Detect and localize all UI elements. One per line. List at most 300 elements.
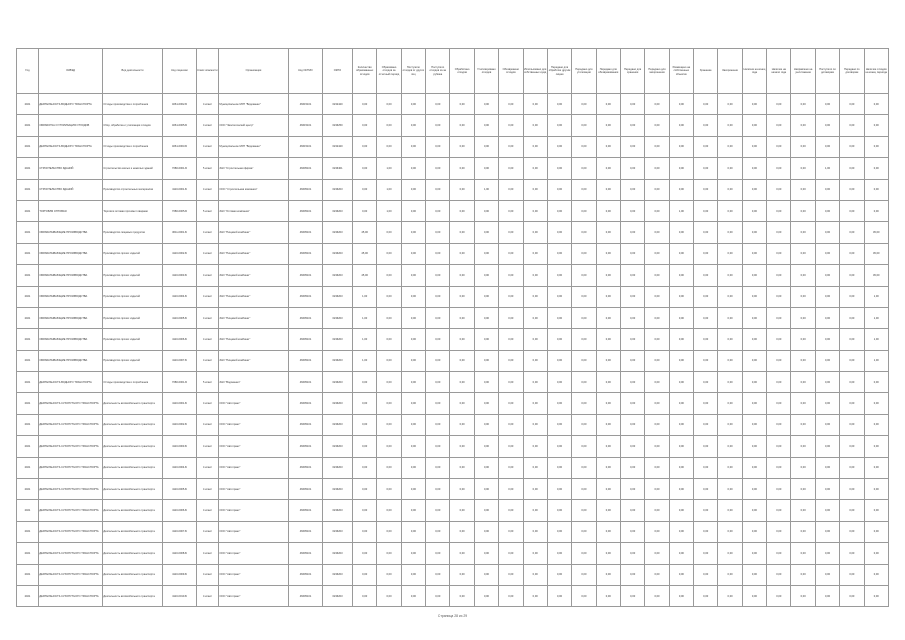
column-header: ОКВЭД: [39, 49, 103, 94]
value-cell: 0,00: [694, 372, 718, 393]
value-cell: 0,00: [791, 265, 815, 286]
column-header: Передано для обработки другим лицам: [547, 49, 571, 94]
table-row: [17, 500, 889, 521]
waste-report-table: [16, 48, 889, 607]
value-cell: 0,00: [450, 307, 474, 328]
value-cell: 0,00: [499, 243, 523, 264]
okpo-cell: 0236203: [323, 585, 353, 606]
value-cell: 0,00: [645, 243, 669, 264]
value-cell: 0,00: [572, 222, 596, 243]
value-cell: 0,00: [620, 158, 644, 179]
hazard-cell: 4 класс: [197, 521, 219, 542]
column-header: Направлено на уничтожение: [791, 49, 815, 94]
value-cell: 0,00: [620, 243, 644, 264]
value-cell: 0,00: [401, 158, 425, 179]
value-cell: 0,00: [620, 500, 644, 521]
value-cell: 0,00: [620, 457, 644, 478]
value-cell: 0,00: [596, 414, 620, 435]
license-cell: 4061-0003-Б: [163, 136, 197, 157]
value-cell: 0,00: [767, 543, 791, 564]
value-cell: 0,00: [742, 479, 766, 500]
value-cell: 1,00: [815, 158, 839, 179]
value-cell: 0,00: [767, 307, 791, 328]
value-cell: 0,00: [523, 94, 547, 115]
value-cell: 0,00: [426, 436, 450, 457]
hazard-cell: 4 класс: [197, 115, 219, 136]
value-cell: 0,00: [767, 243, 791, 264]
value-cell: 0,00: [742, 286, 766, 307]
value-cell: 0,00: [450, 200, 474, 221]
value-cell: 1,00: [669, 200, 693, 221]
hazard-cell: 4 класс: [197, 500, 219, 521]
value-cell: 0,00: [523, 500, 547, 521]
value-cell: 0,00: [742, 585, 766, 606]
value-cell: 0,00: [572, 414, 596, 435]
column-header: Передано для утилизации: [572, 49, 596, 94]
year-cell: 2021: [17, 479, 39, 500]
value-cell: 0,00: [669, 414, 693, 435]
organization-cell: ЗАО "Пищевой комбинат": [219, 307, 289, 328]
license-cell: 4110-0003-Б: [163, 265, 197, 286]
value-cell: 0,00: [523, 372, 547, 393]
value-cell: 0,00: [645, 521, 669, 542]
value-cell: 0,00: [864, 136, 888, 157]
okved-cell: ОБРАБАТЫВАЮЩИЕ ПРОИЗВОДСТВА: [39, 286, 103, 307]
value-cell: 0,00: [620, 393, 644, 414]
value-cell: 0,00: [767, 350, 791, 371]
value-cell: 0,00: [767, 200, 791, 221]
year-cell: 2021: [17, 222, 39, 243]
hazard-cell: 5 класс: [197, 372, 219, 393]
column-header: Использовано для собственных нужд: [523, 49, 547, 94]
value-cell: 0,00: [572, 94, 596, 115]
value-cell: 0,00: [742, 329, 766, 350]
value-cell: 0,00: [523, 265, 547, 286]
value-cell: 0,00: [377, 564, 401, 585]
value-cell: 0,00: [426, 393, 450, 414]
value-cell: 0,00: [572, 585, 596, 606]
oktmo-cell: 46605101: [289, 265, 323, 286]
year-cell: 2021: [17, 200, 39, 221]
value-cell: 0,00: [474, 350, 498, 371]
value-cell: 0,00: [499, 564, 523, 585]
page-footer: Страница 28 из 29: [437, 614, 468, 618]
column-header: Класс опасности: [197, 49, 219, 94]
value-cell: 0,00: [694, 200, 718, 221]
hazard-cell: 5 класс: [197, 158, 219, 179]
value-cell: 0,00: [401, 393, 425, 414]
table-row: [17, 286, 889, 307]
organization-cell: ООО "Строительная компания": [219, 179, 289, 200]
value-cell: 0,00: [426, 543, 450, 564]
activity-cell: Деятельность автомобильного транспорта: [103, 500, 163, 521]
oktmo-cell: 46605101: [289, 479, 323, 500]
okpo-cell: 0236250: [323, 115, 353, 136]
value-cell: 0,00: [694, 243, 718, 264]
license-cell: 4061-0005-Б: [163, 115, 197, 136]
value-cell: 0,00: [815, 543, 839, 564]
value-cell: 0,00: [742, 436, 766, 457]
value-cell: 0,00: [840, 500, 864, 521]
year-cell: 2021: [17, 158, 39, 179]
value-cell: 0,00: [523, 414, 547, 435]
value-cell: 0,00: [450, 393, 474, 414]
value-cell: 0,00: [353, 564, 377, 585]
value-cell: 0,00: [718, 500, 742, 521]
table-row: [17, 585, 889, 606]
value-cell: 0,00: [791, 94, 815, 115]
value-cell: 0,00: [767, 179, 791, 200]
okved-cell: ТОРГОВЛЯ ОПТОВАЯ: [39, 200, 103, 221]
license-cell: 4110-0008-Б: [163, 543, 197, 564]
value-cell: 0,00: [840, 393, 864, 414]
okpo-cell: 0236203: [323, 179, 353, 200]
activity-cell: Деятельность автомобильного транспорта: [103, 414, 163, 435]
value-cell: 0,00: [791, 436, 815, 457]
value-cell: 0,00: [767, 94, 791, 115]
value-cell: 0,00: [547, 436, 571, 457]
value-cell: 0,00: [596, 222, 620, 243]
value-cell: 0,00: [742, 500, 766, 521]
value-cell: 0,00: [742, 115, 766, 136]
value-cell: 45,00: [864, 265, 888, 286]
value-cell: 0,00: [840, 94, 864, 115]
value-cell: 0,00: [377, 307, 401, 328]
organization-cell: ООО "Автотранс": [219, 564, 289, 585]
okved-cell: ДЕЯТЕЛЬНОСТЬ СУХОПУТНОГО ТРАНСПОРТА: [39, 393, 103, 414]
value-cell: 0,00: [572, 372, 596, 393]
table-row: [17, 200, 889, 221]
value-cell: 0,00: [377, 543, 401, 564]
value-cell: 0,00: [669, 307, 693, 328]
value-cell: 0,00: [645, 350, 669, 371]
value-cell: 0,00: [645, 265, 669, 286]
value-cell: 0,00: [474, 115, 498, 136]
organization-cell: ЗАО "Оптовая компания": [219, 200, 289, 221]
value-cell: 0,00: [523, 543, 547, 564]
value-cell: 0,00: [596, 564, 620, 585]
organization-cell: ООО "Автотранс": [219, 585, 289, 606]
okved-cell: ОБРАБОТКА И УТИЛИЗАЦИЯ ОТХОДОВ: [39, 115, 103, 136]
value-cell: 0,00: [718, 479, 742, 500]
value-cell: 0,00: [669, 393, 693, 414]
hazard-cell: 4 класс: [197, 436, 219, 457]
value-cell: 0,00: [620, 543, 644, 564]
value-cell: 0,00: [353, 543, 377, 564]
value-cell: 0,00: [426, 414, 450, 435]
value-cell: 0,00: [864, 479, 888, 500]
value-cell: 0,00: [450, 585, 474, 606]
value-cell: 0,00: [572, 564, 596, 585]
value-cell: 0,00: [645, 200, 669, 221]
value-cell: 0,00: [353, 136, 377, 157]
value-cell: 0,00: [815, 393, 839, 414]
value-cell: 1,00: [353, 286, 377, 307]
value-cell: 0,00: [499, 585, 523, 606]
year-cell: 2021: [17, 414, 39, 435]
value-cell: 0,00: [450, 94, 474, 115]
hazard-cell: 4 класс: [197, 564, 219, 585]
value-cell: 0,00: [523, 222, 547, 243]
activity-cell: Производство прочих изделий: [103, 286, 163, 307]
oktmo-cell: 46605101: [289, 329, 323, 350]
value-cell: 0,00: [353, 372, 377, 393]
column-header: Захоронение: [718, 49, 742, 94]
value-cell: 0,00: [620, 564, 644, 585]
value-cell: 0,00: [377, 393, 401, 414]
value-cell: 0,00: [669, 564, 693, 585]
value-cell: 0,00: [694, 457, 718, 478]
value-cell: 1,00: [377, 200, 401, 221]
license-cell: 4110-0007-Б: [163, 350, 197, 371]
value-cell: 0,00: [401, 200, 425, 221]
license-cell: 4110-0010-Б: [163, 585, 197, 606]
value-cell: 0,00: [840, 521, 864, 542]
value-cell: 0,00: [499, 158, 523, 179]
value-cell: 0,00: [718, 136, 742, 157]
activity-cell: Производство прочих изделий: [103, 243, 163, 264]
column-header: Хранение: [694, 49, 718, 94]
value-cell: 0,00: [718, 457, 742, 478]
okpo-cell: 0236203: [323, 200, 353, 221]
hazard-cell: 4 класс: [197, 307, 219, 328]
value-cell: 0,00: [547, 500, 571, 521]
okpo-cell: 0232420: [323, 94, 353, 115]
value-cell: 0,00: [596, 200, 620, 221]
hazard-cell: 4 класс: [197, 350, 219, 371]
value-cell: 0,00: [645, 158, 669, 179]
value-cell: 0,00: [742, 350, 766, 371]
year-cell: 2021: [17, 307, 39, 328]
value-cell: 0,00: [694, 564, 718, 585]
value-cell: 0,00: [474, 243, 498, 264]
value-cell: 0,00: [401, 307, 425, 328]
value-cell: 0,00: [474, 307, 498, 328]
value-cell: 0,00: [547, 414, 571, 435]
value-cell: 0,00: [620, 521, 644, 542]
oktmo-cell: 46605101: [289, 179, 323, 200]
value-cell: 0,00: [620, 115, 644, 136]
value-cell: 0,00: [572, 115, 596, 136]
value-cell: 0,00: [401, 179, 425, 200]
value-cell: 0,00: [815, 286, 839, 307]
value-cell: 0,00: [669, 158, 693, 179]
oktmo-cell: 46605101: [289, 457, 323, 478]
value-cell: 0,00: [572, 179, 596, 200]
value-cell: 0,00: [499, 393, 523, 414]
value-cell: 0,00: [767, 479, 791, 500]
value-cell: 0,00: [791, 521, 815, 542]
value-cell: 0,00: [401, 115, 425, 136]
value-cell: 0,00: [620, 350, 644, 371]
value-cell: 0,00: [645, 307, 669, 328]
license-cell: 4110-0005-Б: [163, 307, 197, 328]
activity-cell: Деятельность автомобильного транспорта: [103, 564, 163, 585]
year-cell: 2021: [17, 179, 39, 200]
license-cell: 4110-0006-Б: [163, 500, 197, 521]
value-cell: 0,00: [742, 372, 766, 393]
value-cell: 0,00: [572, 158, 596, 179]
table-row: [17, 350, 889, 371]
hazard-cell: 4 класс: [197, 286, 219, 307]
value-cell: 0,00: [596, 436, 620, 457]
value-cell: 0,00: [815, 136, 839, 157]
year-cell: 2021: [17, 243, 39, 264]
value-cell: 0,00: [767, 372, 791, 393]
value-cell: 0,00: [377, 94, 401, 115]
value-cell: 0,00: [474, 94, 498, 115]
value-cell: 0,00: [694, 329, 718, 350]
year-cell: 2021: [17, 265, 39, 286]
license-cell: 7080-0001-Б: [163, 372, 197, 393]
organization-cell: ЗАО "Водоканал": [219, 372, 289, 393]
okpo-cell: 0236203: [323, 286, 353, 307]
value-cell: 0,00: [645, 222, 669, 243]
table-row: [17, 158, 889, 179]
value-cell: 0,00: [718, 265, 742, 286]
value-cell: 0,00: [840, 372, 864, 393]
value-cell: 0,00: [547, 521, 571, 542]
year-cell: 2021: [17, 585, 39, 606]
value-cell: 0,00: [426, 307, 450, 328]
value-cell: 0,00: [815, 222, 839, 243]
organization-cell: ООО "Автотранс": [219, 414, 289, 435]
value-cell: 0,00: [620, 329, 644, 350]
table-row: [17, 457, 889, 478]
value-cell: 0,00: [523, 307, 547, 328]
value-cell: 0,00: [815, 329, 839, 350]
value-cell: 0,00: [450, 457, 474, 478]
value-cell: 0,00: [547, 307, 571, 328]
okpo-cell: 0232420: [323, 136, 353, 157]
value-cell: 0,00: [791, 307, 815, 328]
value-cell: 0,00: [499, 265, 523, 286]
organization-cell: ООО "Автотранс": [219, 543, 289, 564]
year-cell: 2021: [17, 393, 39, 414]
activity-cell: Торговля оптовая прочими товарами: [103, 200, 163, 221]
value-cell: 0,00: [645, 393, 669, 414]
okpo-cell: 0236203: [323, 350, 353, 371]
activity-cell: Деятельность автомобильного транспорта: [103, 436, 163, 457]
value-cell: 0,00: [669, 136, 693, 157]
column-header: Поступило отходов из-за рубежа: [426, 49, 450, 94]
value-cell: 0,00: [742, 307, 766, 328]
value-cell: 0,00: [718, 307, 742, 328]
oktmo-cell: 46605101: [289, 200, 323, 221]
value-cell: 0,00: [791, 243, 815, 264]
value-cell: 0,00: [791, 393, 815, 414]
value-cell: 0,00: [767, 265, 791, 286]
value-cell: 0,00: [572, 307, 596, 328]
value-cell: 0,00: [401, 521, 425, 542]
value-cell: 0,00: [791, 585, 815, 606]
table-row: [17, 372, 889, 393]
value-cell: 0,00: [450, 436, 474, 457]
value-cell: 0,00: [694, 158, 718, 179]
value-cell: 0,00: [840, 479, 864, 500]
value-cell: 0,00: [718, 564, 742, 585]
license-cell: 4110-0005-Б: [163, 479, 197, 500]
value-cell: 0,00: [840, 179, 864, 200]
okpo-cell: 0236203: [323, 543, 353, 564]
value-cell: 0,00: [767, 136, 791, 157]
value-cell: 0,00: [645, 179, 669, 200]
value-cell: 0,00: [645, 94, 669, 115]
okved-cell: ДЕЯТЕЛЬНОСТЬ СУХОПУТНОГО ТРАНСПОРТА: [39, 500, 103, 521]
activity-cell: Производство прочих изделий: [103, 350, 163, 371]
oktmo-cell: 46605101: [289, 564, 323, 585]
value-cell: 0,00: [474, 564, 498, 585]
value-cell: 0,00: [645, 543, 669, 564]
value-cell: 0,00: [694, 265, 718, 286]
value-cell: 0,00: [620, 436, 644, 457]
value-cell: 0,00: [450, 115, 474, 136]
value-cell: 0,00: [596, 265, 620, 286]
value-cell: 0,00: [620, 372, 644, 393]
okpo-cell: 0236203: [323, 414, 353, 435]
value-cell: 0,00: [523, 158, 547, 179]
value-cell: 0,00: [450, 521, 474, 542]
column-header: Вид деятельности: [103, 49, 163, 94]
year-cell: 2021: [17, 564, 39, 585]
value-cell: 0,00: [353, 179, 377, 200]
value-cell: 0,00: [353, 158, 377, 179]
value-cell: 0,00: [669, 350, 693, 371]
value-cell: 0,00: [694, 414, 718, 435]
value-cell: 0,00: [669, 521, 693, 542]
table-row: [17, 307, 889, 328]
value-cell: 0,00: [377, 372, 401, 393]
value-cell: 0,00: [645, 564, 669, 585]
value-cell: 0,00: [547, 243, 571, 264]
value-cell: 0,00: [791, 500, 815, 521]
value-cell: 0,00: [474, 585, 498, 606]
value-cell: 0,00: [401, 136, 425, 157]
value-cell: 0,00: [353, 94, 377, 115]
table-row: [17, 222, 889, 243]
value-cell: 0,00: [547, 158, 571, 179]
table-body: [17, 94, 889, 607]
value-cell: 0,00: [767, 115, 791, 136]
value-cell: 0,00: [450, 414, 474, 435]
value-cell: 0,00: [547, 372, 571, 393]
value-cell: 0,00: [694, 350, 718, 371]
hazard-cell: 4 класс: [197, 136, 219, 157]
value-cell: 0,00: [353, 393, 377, 414]
value-cell: 0,00: [791, 372, 815, 393]
value-cell: 0,00: [401, 286, 425, 307]
value-cell: 0,00: [791, 179, 815, 200]
value-cell: 0,00: [645, 372, 669, 393]
value-cell: 0,00: [694, 136, 718, 157]
value-cell: 0,00: [840, 436, 864, 457]
okved-cell: ДЕЯТЕЛЬНОСТЬ ВОДНОГО ТРАНСПОРТА: [39, 94, 103, 115]
value-cell: 1,00: [864, 329, 888, 350]
okved-cell: СТРОИТЕЛЬСТВО ЗДАНИЙ: [39, 179, 103, 200]
license-cell: 7080-0001-Б: [163, 158, 197, 179]
okpo-cell: 0236203: [323, 222, 353, 243]
organization-cell: ООО "Экологический центр": [219, 115, 289, 136]
value-cell: 0,00: [426, 329, 450, 350]
value-cell: 0,00: [669, 500, 693, 521]
value-cell: 0,00: [742, 136, 766, 157]
value-cell: 0,00: [523, 179, 547, 200]
value-cell: 0,00: [742, 265, 766, 286]
value-cell: 0,00: [669, 457, 693, 478]
value-cell: 0,00: [401, 500, 425, 521]
value-cell: 1,00: [353, 329, 377, 350]
value-cell: 0,00: [401, 543, 425, 564]
